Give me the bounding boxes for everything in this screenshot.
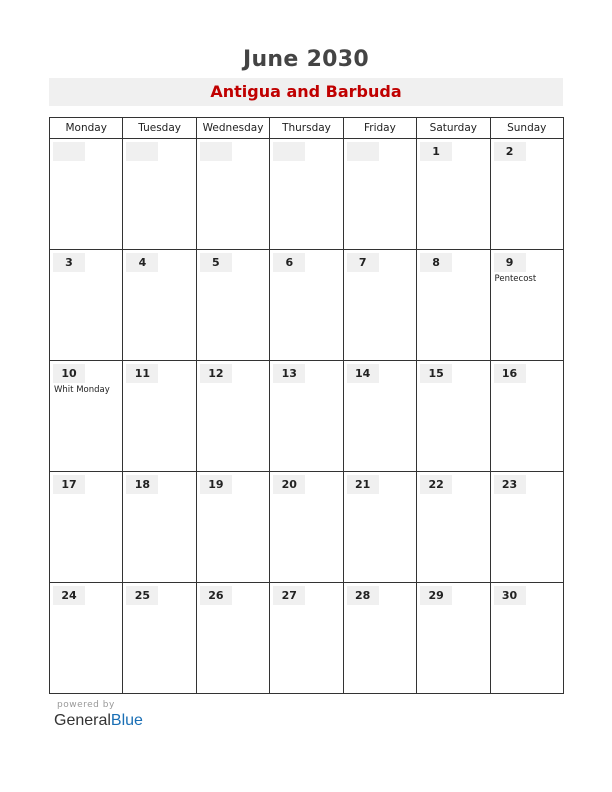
day-cell [50,361,123,472]
page-title: June 2030 [242,47,370,72]
holiday-label: Pentecost [494,274,537,284]
calendar-grid [49,117,564,694]
day-number: 19 [200,475,232,494]
day-cell [490,250,563,361]
day-number [126,142,158,161]
day-cell [123,583,196,694]
day-number: 16 [494,364,526,383]
day-number: 6 [273,253,305,272]
day-cell [417,361,490,472]
day-number: 5 [200,253,232,272]
weekday-header-row [50,118,564,139]
day-cell [417,250,490,361]
day-cell [270,250,343,361]
day-number: 14 [347,364,379,383]
day-number: 21 [347,475,379,494]
day-number: 10 [53,364,85,383]
logo-general-text: General [54,712,111,729]
day-cell [123,139,196,250]
day-number: 28 [347,586,379,605]
day-cell [50,583,123,694]
day-cell [270,361,343,472]
day-number: 9 [494,253,526,272]
day-cell [490,361,563,472]
day-number: 3 [53,253,85,272]
day-number: 4 [126,253,158,272]
week-row [50,250,564,361]
day-cell [417,583,490,694]
day-cell [417,139,490,250]
week-row [50,472,564,583]
day-cell [490,139,563,250]
day-cell [270,472,343,583]
day-cell [417,472,490,583]
weekday-header: Friday [343,118,416,139]
powered-by-text: powered by [57,700,115,710]
weekday-header: Tuesday [123,118,196,139]
day-cell [343,583,416,694]
day-number: 12 [200,364,232,383]
weekday-header: Wednesday [196,118,269,139]
day-cell [270,139,343,250]
day-number: 30 [494,586,526,605]
day-number: 20 [273,475,305,494]
week-row [50,361,564,472]
logo-blue-text: Blue [110,712,143,729]
day-cell [123,472,196,583]
day-cell [490,583,563,694]
week-row [50,583,564,694]
day-cell [196,583,269,694]
day-number: 15 [420,364,452,383]
day-cell [270,583,343,694]
day-cell [490,472,563,583]
day-cell [196,361,269,472]
day-number: 13 [273,364,305,383]
day-cell [123,250,196,361]
day-cell [343,139,416,250]
day-number [273,142,305,161]
day-cell [50,472,123,583]
weekday-header: Sunday [490,118,563,139]
day-number: 7 [347,253,379,272]
day-cell [196,250,269,361]
country-name: Antigua and Barbuda [210,82,402,101]
day-number [53,142,85,161]
country-banner [49,78,563,106]
weekday-header: Thursday [270,118,343,139]
week-row [50,139,564,250]
day-number: 1 [420,142,452,161]
day-number: 2 [494,142,526,161]
day-cell [50,139,123,250]
day-cell [196,472,269,583]
day-number: 25 [126,586,158,605]
day-cell [343,472,416,583]
day-cell [343,361,416,472]
day-number: 11 [126,364,158,383]
day-number: 26 [200,586,232,605]
day-cell [50,250,123,361]
day-number [347,142,379,161]
day-number: 29 [420,586,452,605]
day-number: 8 [420,253,452,272]
day-number [200,142,232,161]
day-number: 18 [126,475,158,494]
day-cell [343,250,416,361]
day-number: 27 [273,586,305,605]
holiday-label: Whit Monday [54,385,110,395]
day-cell [123,361,196,472]
day-cell [196,139,269,250]
day-number: 17 [53,475,85,494]
weekday-header: Monday [50,118,123,139]
generalblue-logo[interactable] [54,712,143,730]
day-number: 23 [494,475,526,494]
day-number: 22 [420,475,452,494]
weekday-header: Saturday [417,118,490,139]
day-number: 24 [53,586,85,605]
